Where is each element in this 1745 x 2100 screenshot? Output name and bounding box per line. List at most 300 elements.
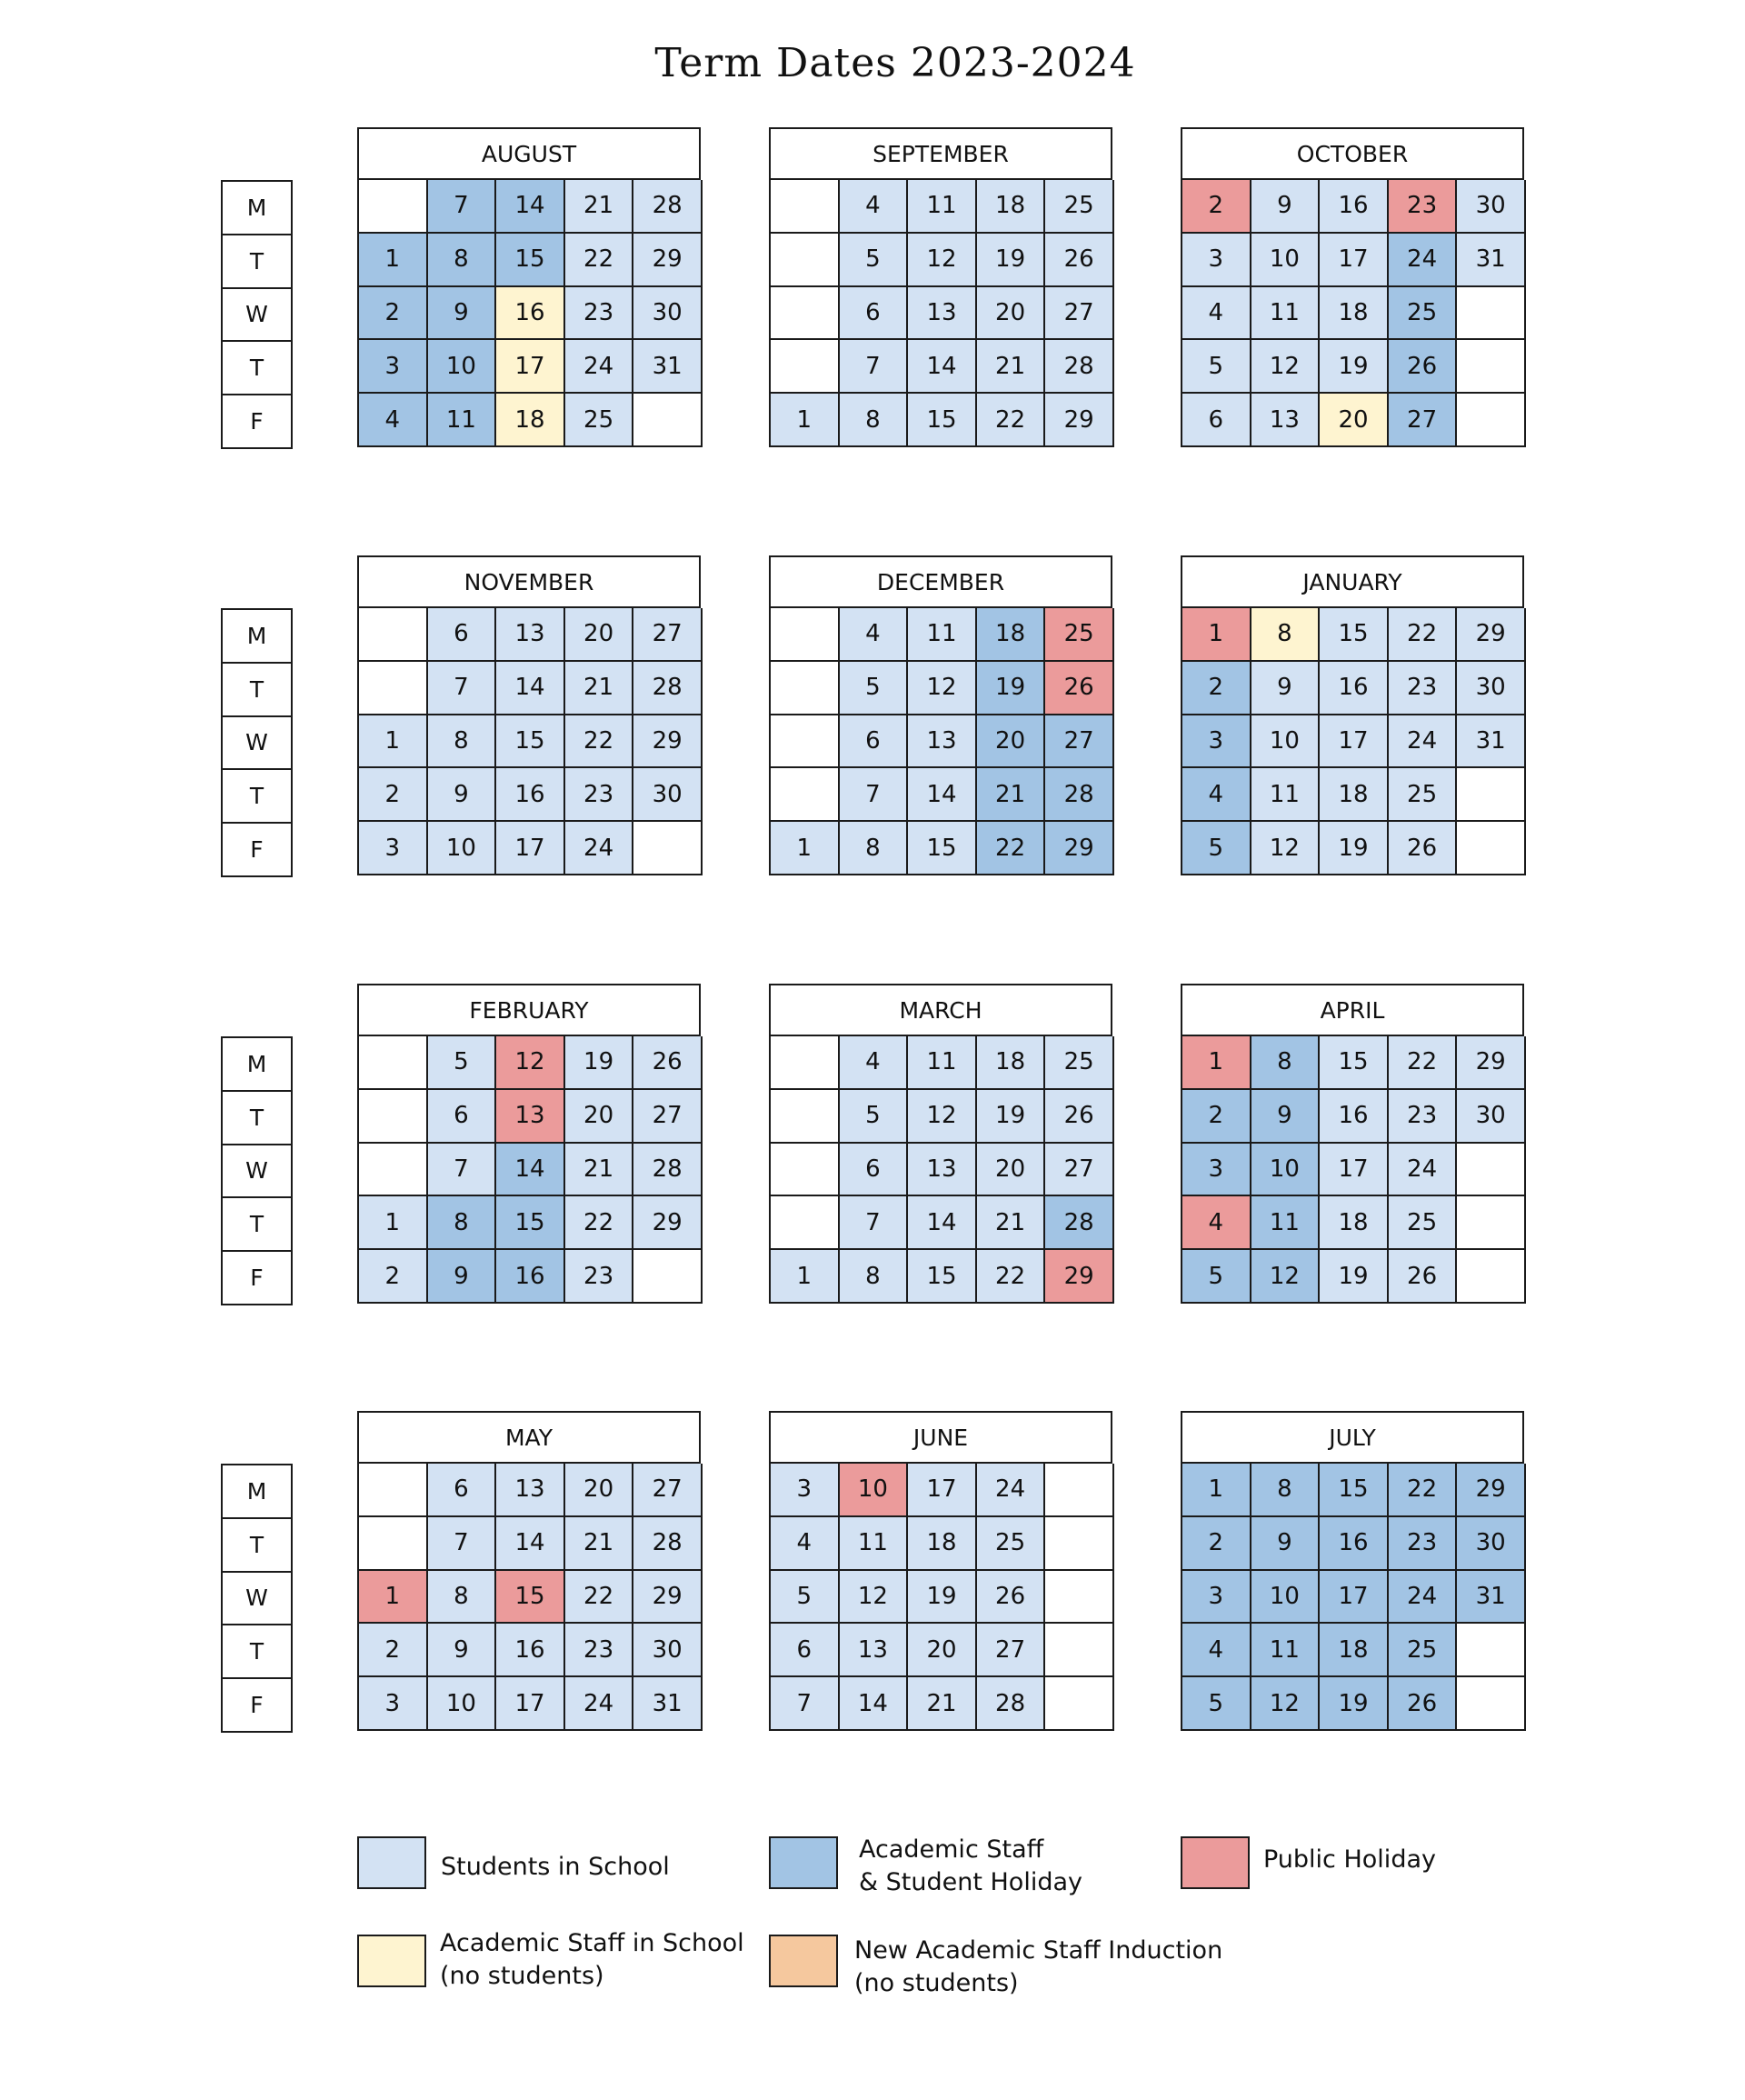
day-cell: 2 xyxy=(359,287,428,341)
empty-cell xyxy=(771,234,840,287)
legend-swatch xyxy=(769,1935,838,1987)
day-cell: 12 xyxy=(908,662,977,715)
day-grid xyxy=(1181,1036,1524,1304)
legend-label-line: Students in School xyxy=(441,1853,670,1881)
day-cell: 30 xyxy=(1457,180,1526,234)
weekday-label: T xyxy=(223,770,293,824)
day-cell: 10 xyxy=(428,340,497,394)
day-grid xyxy=(1181,1464,1524,1731)
empty-cell xyxy=(1457,1196,1526,1250)
day-cell: 27 xyxy=(1045,287,1114,341)
day-cell: 18 xyxy=(977,608,1046,662)
weekday-label: T xyxy=(223,1198,293,1252)
day-cell: 7 xyxy=(840,1196,909,1250)
day-cell: 12 xyxy=(1251,1250,1321,1304)
day-cell: 16 xyxy=(1320,180,1389,234)
empty-cell xyxy=(771,340,840,394)
empty-cell xyxy=(771,662,840,715)
day-cell: 25 xyxy=(1045,608,1114,662)
day-cell: 8 xyxy=(428,1571,497,1625)
empty-cell xyxy=(771,715,840,769)
day-cell: 4 xyxy=(1182,287,1251,341)
day-cell: 22 xyxy=(1389,1036,1458,1090)
month-september xyxy=(769,127,1112,447)
month-title: FEBRUARY xyxy=(357,984,701,1036)
day-cell: 28 xyxy=(633,1517,703,1571)
month-title: AUGUST xyxy=(357,127,701,180)
day-cell: 17 xyxy=(1320,1144,1389,1197)
day-cell: 9 xyxy=(1251,180,1321,234)
weekday-label: F xyxy=(223,395,293,449)
day-cell: 13 xyxy=(496,1090,565,1144)
empty-cell xyxy=(633,394,703,447)
day-cell: 31 xyxy=(1457,234,1526,287)
weekday-label: W xyxy=(223,1145,293,1199)
day-cell: 29 xyxy=(1457,1036,1526,1090)
day-cell: 21 xyxy=(977,1196,1046,1250)
day-cell: 31 xyxy=(1457,1571,1526,1625)
day-cell: 27 xyxy=(633,608,703,662)
day-cell: 6 xyxy=(428,608,497,662)
empty-cell xyxy=(359,1144,428,1197)
day-cell: 25 xyxy=(1389,287,1458,341)
day-cell: 27 xyxy=(1389,394,1458,447)
day-cell: 22 xyxy=(1389,608,1458,662)
day-cell: 5 xyxy=(1182,822,1251,875)
day-grid xyxy=(1181,608,1524,875)
day-cell: 8 xyxy=(1251,1464,1321,1517)
empty-cell xyxy=(771,1090,840,1144)
day-cell: 2 xyxy=(1182,1517,1251,1571)
day-cell: 21 xyxy=(565,662,634,715)
weekday-label: F xyxy=(223,1679,293,1733)
day-cell: 31 xyxy=(633,1677,703,1731)
month-title: NOVEMBER xyxy=(357,555,701,608)
weekday-label: W xyxy=(223,1573,293,1626)
empty-cell xyxy=(1045,1677,1114,1731)
month-title: SEPTEMBER xyxy=(769,127,1112,180)
day-cell: 23 xyxy=(1389,1517,1458,1571)
day-cell: 26 xyxy=(1389,822,1458,875)
day-grid xyxy=(769,1036,1112,1304)
day-cell: 19 xyxy=(1320,1250,1389,1304)
day-cell: 5 xyxy=(840,234,909,287)
day-cell: 26 xyxy=(1389,340,1458,394)
day-cell: 4 xyxy=(771,1517,840,1571)
day-cell: 3 xyxy=(359,340,428,394)
weekday-label: W xyxy=(223,289,293,343)
day-cell: 23 xyxy=(1389,662,1458,715)
day-cell: 25 xyxy=(1389,768,1458,822)
month-june xyxy=(769,1411,1112,1731)
day-cell: 6 xyxy=(840,287,909,341)
day-cell: 26 xyxy=(1045,1090,1114,1144)
day-cell: 16 xyxy=(496,768,565,822)
day-cell: 17 xyxy=(1320,1571,1389,1625)
day-cell: 26 xyxy=(1045,234,1114,287)
month-february xyxy=(357,984,701,1304)
day-grid xyxy=(357,608,701,875)
day-cell: 29 xyxy=(633,1571,703,1625)
day-cell: 11 xyxy=(428,394,497,447)
day-cell: 28 xyxy=(1045,340,1114,394)
day-cell: 2 xyxy=(1182,1090,1251,1144)
month-title: MARCH xyxy=(769,984,1112,1036)
day-cell: 21 xyxy=(565,180,634,234)
day-cell: 20 xyxy=(977,287,1046,341)
month-may xyxy=(357,1411,701,1731)
day-cell: 1 xyxy=(771,394,840,447)
day-cell: 20 xyxy=(908,1624,977,1677)
day-cell: 23 xyxy=(565,287,634,341)
day-grid xyxy=(357,180,701,447)
day-cell: 19 xyxy=(1320,1677,1389,1731)
empty-cell xyxy=(1457,1677,1526,1731)
day-cell: 14 xyxy=(908,768,977,822)
day-cell: 13 xyxy=(840,1624,909,1677)
day-cell: 5 xyxy=(428,1036,497,1090)
day-cell: 10 xyxy=(1251,1571,1321,1625)
day-cell: 21 xyxy=(977,340,1046,394)
empty-cell xyxy=(1045,1624,1114,1677)
day-cell: 28 xyxy=(1045,1196,1114,1250)
day-cell: 28 xyxy=(977,1677,1046,1731)
day-cell: 1 xyxy=(771,822,840,875)
day-cell: 7 xyxy=(428,662,497,715)
empty-cell xyxy=(359,662,428,715)
day-cell: 1 xyxy=(359,1571,428,1625)
day-cell: 18 xyxy=(1320,1196,1389,1250)
day-cell: 10 xyxy=(428,1677,497,1731)
day-cell: 8 xyxy=(428,234,497,287)
day-cell: 15 xyxy=(496,1196,565,1250)
day-cell: 12 xyxy=(1251,822,1321,875)
day-grid xyxy=(769,180,1112,447)
legend-label-line: Public Holiday xyxy=(1263,1845,1436,1874)
day-cell: 16 xyxy=(1320,662,1389,715)
day-cell: 30 xyxy=(1457,1517,1526,1571)
legend-label xyxy=(440,1927,744,1993)
weekday-label: M xyxy=(223,610,293,664)
day-cell: 23 xyxy=(1389,180,1458,234)
month-october xyxy=(1181,127,1524,447)
day-cell: 24 xyxy=(1389,1571,1458,1625)
day-cell: 25 xyxy=(1045,180,1114,234)
month-title: JUNE xyxy=(769,1411,1112,1464)
legend-swatch xyxy=(1181,1836,1250,1889)
day-cell: 13 xyxy=(496,608,565,662)
day-cell: 26 xyxy=(1045,662,1114,715)
empty-cell xyxy=(359,1090,428,1144)
day-cell: 24 xyxy=(1389,234,1458,287)
day-cell: 16 xyxy=(496,1624,565,1677)
day-cell: 16 xyxy=(496,287,565,341)
empty-cell xyxy=(1457,1250,1526,1304)
day-grid xyxy=(769,1464,1112,1731)
day-cell: 2 xyxy=(359,1624,428,1677)
day-cell: 4 xyxy=(840,608,909,662)
day-cell: 25 xyxy=(565,394,634,447)
day-cell: 18 xyxy=(1320,768,1389,822)
day-cell: 1 xyxy=(1182,608,1251,662)
day-grid xyxy=(769,608,1112,875)
day-cell: 29 xyxy=(1045,394,1114,447)
legend-label xyxy=(859,1834,1082,1899)
day-cell: 25 xyxy=(1389,1624,1458,1677)
day-cell: 25 xyxy=(1045,1036,1114,1090)
day-cell: 27 xyxy=(977,1624,1046,1677)
day-cell: 21 xyxy=(977,768,1046,822)
day-cell: 31 xyxy=(633,340,703,394)
day-cell: 14 xyxy=(908,1196,977,1250)
weekday-label: M xyxy=(223,1465,293,1519)
empty-cell xyxy=(1045,1571,1114,1625)
day-cell: 17 xyxy=(496,822,565,875)
day-cell: 14 xyxy=(496,180,565,234)
day-cell: 10 xyxy=(1251,1144,1321,1197)
day-cell: 1 xyxy=(359,1196,428,1250)
weekday-label: F xyxy=(223,824,293,877)
day-cell: 17 xyxy=(496,340,565,394)
empty-cell xyxy=(359,1464,428,1517)
empty-cell xyxy=(771,608,840,662)
day-cell: 27 xyxy=(1045,715,1114,769)
day-cell: 1 xyxy=(359,715,428,769)
day-cell: 28 xyxy=(633,180,703,234)
day-cell: 5 xyxy=(1182,340,1251,394)
day-cell: 14 xyxy=(908,340,977,394)
day-cell: 5 xyxy=(1182,1677,1251,1731)
legend-label xyxy=(1263,1844,1436,1876)
day-cell: 8 xyxy=(428,715,497,769)
day-cell: 20 xyxy=(1320,394,1389,447)
day-cell: 11 xyxy=(1251,1624,1321,1677)
day-cell: 21 xyxy=(565,1517,634,1571)
day-cell: 22 xyxy=(977,1250,1046,1304)
day-cell: 24 xyxy=(565,822,634,875)
day-cell: 24 xyxy=(1389,715,1458,769)
legend-label-line: Academic Staff xyxy=(859,1835,1044,1864)
day-cell: 4 xyxy=(1182,768,1251,822)
day-cell: 5 xyxy=(840,662,909,715)
day-cell: 23 xyxy=(565,768,634,822)
day-cell: 3 xyxy=(1182,715,1251,769)
legend-label-line: Academic Staff in School xyxy=(440,1929,744,1957)
day-cell: 16 xyxy=(496,1250,565,1304)
day-cell: 15 xyxy=(496,715,565,769)
day-cell: 19 xyxy=(977,1090,1046,1144)
day-cell: 19 xyxy=(1320,340,1389,394)
empty-cell xyxy=(633,1250,703,1304)
day-cell: 6 xyxy=(1182,394,1251,447)
day-cell: 15 xyxy=(496,1571,565,1625)
empty-cell xyxy=(771,1196,840,1250)
day-cell: 19 xyxy=(565,1036,634,1090)
day-cell: 12 xyxy=(496,1036,565,1090)
day-cell: 3 xyxy=(1182,1571,1251,1625)
day-cell: 3 xyxy=(1182,1144,1251,1197)
day-cell: 19 xyxy=(1320,822,1389,875)
day-cell: 14 xyxy=(496,1144,565,1197)
empty-cell xyxy=(1457,1624,1526,1677)
day-cell: 8 xyxy=(428,1196,497,1250)
empty-cell xyxy=(1457,287,1526,341)
day-cell: 7 xyxy=(771,1677,840,1731)
legend-swatch xyxy=(357,1935,426,1987)
day-cell: 3 xyxy=(359,1677,428,1731)
day-cell: 26 xyxy=(1389,1250,1458,1304)
day-cell: 6 xyxy=(428,1090,497,1144)
day-cell: 9 xyxy=(428,287,497,341)
day-cell: 1 xyxy=(359,234,428,287)
day-cell: 12 xyxy=(840,1571,909,1625)
day-cell: 7 xyxy=(840,340,909,394)
day-cell: 27 xyxy=(633,1090,703,1144)
day-cell: 18 xyxy=(1320,1624,1389,1677)
day-cell: 7 xyxy=(428,1517,497,1571)
day-cell: 4 xyxy=(1182,1196,1251,1250)
empty-cell xyxy=(359,1517,428,1571)
day-cell: 14 xyxy=(496,1517,565,1571)
weekday-label: T xyxy=(223,1519,293,1573)
weekday-column xyxy=(221,1036,293,1305)
month-july xyxy=(1181,1411,1524,1731)
page-title: Term Dates 2023-2024 xyxy=(654,40,1136,86)
day-cell: 18 xyxy=(977,180,1046,234)
day-cell: 7 xyxy=(428,180,497,234)
day-cell: 9 xyxy=(1251,1517,1321,1571)
day-cell: 27 xyxy=(633,1464,703,1517)
day-cell: 12 xyxy=(1251,1677,1321,1731)
day-cell: 30 xyxy=(1457,662,1526,715)
day-cell: 8 xyxy=(840,394,909,447)
weekday-label: W xyxy=(223,717,293,771)
day-cell: 15 xyxy=(908,822,977,875)
day-cell: 18 xyxy=(496,394,565,447)
day-cell: 29 xyxy=(633,715,703,769)
day-cell: 30 xyxy=(633,768,703,822)
day-cell: 26 xyxy=(977,1571,1046,1625)
day-cell: 13 xyxy=(496,1464,565,1517)
day-cell: 22 xyxy=(1389,1464,1458,1517)
day-cell: 7 xyxy=(840,768,909,822)
day-cell: 24 xyxy=(565,1677,634,1731)
day-cell: 9 xyxy=(1251,1090,1321,1144)
day-cell: 22 xyxy=(565,1571,634,1625)
month-november xyxy=(357,555,701,875)
day-cell: 20 xyxy=(977,715,1046,769)
day-cell: 9 xyxy=(1251,662,1321,715)
day-cell: 5 xyxy=(840,1090,909,1144)
day-cell: 4 xyxy=(840,180,909,234)
weekday-label: M xyxy=(223,182,293,235)
day-cell: 14 xyxy=(496,662,565,715)
day-cell: 24 xyxy=(1389,1144,1458,1197)
day-cell: 19 xyxy=(977,662,1046,715)
empty-cell xyxy=(359,608,428,662)
day-cell: 1 xyxy=(1182,1464,1251,1517)
day-cell: 4 xyxy=(1182,1624,1251,1677)
legend-swatch xyxy=(769,1836,838,1889)
month-december xyxy=(769,555,1112,875)
month-title: JULY xyxy=(1181,1411,1524,1464)
day-cell: 16 xyxy=(1320,1090,1389,1144)
day-cell: 21 xyxy=(565,1144,634,1197)
day-cell: 30 xyxy=(633,287,703,341)
day-cell: 10 xyxy=(1251,234,1321,287)
day-cell: 11 xyxy=(840,1517,909,1571)
day-cell: 4 xyxy=(359,394,428,447)
month-april xyxy=(1181,984,1524,1304)
day-cell: 20 xyxy=(977,1144,1046,1197)
day-cell: 18 xyxy=(977,1036,1046,1090)
day-cell: 21 xyxy=(908,1677,977,1731)
day-cell: 6 xyxy=(771,1624,840,1677)
day-cell: 11 xyxy=(1251,287,1321,341)
legend-label xyxy=(441,1851,670,1884)
day-cell: 3 xyxy=(359,822,428,875)
day-cell: 29 xyxy=(1457,1464,1526,1517)
day-cell: 11 xyxy=(908,1036,977,1090)
day-cell: 1 xyxy=(771,1250,840,1304)
day-cell: 2 xyxy=(359,1250,428,1304)
month-title: JANUARY xyxy=(1181,555,1524,608)
empty-cell xyxy=(1045,1464,1114,1517)
day-cell: 22 xyxy=(565,234,634,287)
day-cell: 5 xyxy=(771,1571,840,1625)
day-cell: 15 xyxy=(908,394,977,447)
day-cell: 24 xyxy=(565,340,634,394)
day-cell: 13 xyxy=(908,1144,977,1197)
legend-swatch xyxy=(357,1836,426,1889)
day-cell: 28 xyxy=(633,662,703,715)
day-cell: 6 xyxy=(840,715,909,769)
day-cell: 15 xyxy=(496,234,565,287)
empty-cell xyxy=(1457,340,1526,394)
day-cell: 10 xyxy=(840,1464,909,1517)
day-cell: 4 xyxy=(840,1036,909,1090)
day-cell: 15 xyxy=(1320,1036,1389,1090)
day-cell: 29 xyxy=(633,1196,703,1250)
empty-cell xyxy=(771,1036,840,1090)
day-cell: 16 xyxy=(1320,1517,1389,1571)
day-cell: 1 xyxy=(1182,1036,1251,1090)
legend-label-line: (no students) xyxy=(854,1969,1019,1997)
empty-cell xyxy=(771,768,840,822)
day-cell: 10 xyxy=(1251,715,1321,769)
day-cell: 25 xyxy=(977,1517,1046,1571)
day-cell: 12 xyxy=(1251,340,1321,394)
weekday-column xyxy=(221,1464,293,1733)
legend-label-line: (no students) xyxy=(440,1962,604,1990)
day-cell: 11 xyxy=(1251,1196,1321,1250)
day-grid xyxy=(1181,180,1524,447)
day-cell: 5 xyxy=(1182,1250,1251,1304)
day-cell: 26 xyxy=(1389,1677,1458,1731)
day-cell: 22 xyxy=(977,394,1046,447)
day-cell: 9 xyxy=(428,768,497,822)
weekday-label: T xyxy=(223,664,293,717)
day-cell: 6 xyxy=(428,1464,497,1517)
day-cell: 13 xyxy=(1251,394,1321,447)
day-cell: 22 xyxy=(565,1196,634,1250)
day-grid xyxy=(357,1036,701,1304)
day-cell: 3 xyxy=(1182,234,1251,287)
day-cell: 12 xyxy=(908,234,977,287)
empty-cell xyxy=(1457,768,1526,822)
day-cell: 22 xyxy=(977,822,1046,875)
empty-cell xyxy=(1457,1144,1526,1197)
